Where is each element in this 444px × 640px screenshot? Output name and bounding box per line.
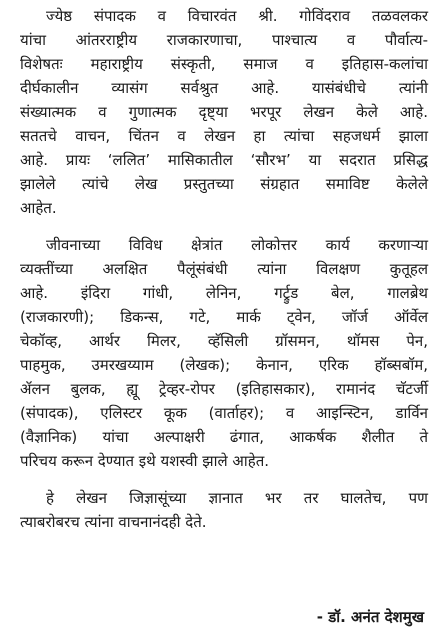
text-line: जीवनाच्या विविध क्षेत्रांत लोकोत्तर कार्य करणाऱ्या bbox=[46, 236, 428, 254]
text-line: आहेत. bbox=[20, 199, 57, 217]
text-line: संख्यात्मक व गुणात्मक दृष्ट्या भरपूर लेखन केले आहे. bbox=[20, 103, 428, 121]
text-line: ज्येष्ठ संपादक व विचारवंत श्री. गोविंदराव तळवलकर bbox=[46, 7, 428, 25]
text-line: दीर्घकालीन व्यासंग सर्वश्रुत आहे. यासंबंधीचे त्यांनी bbox=[20, 79, 428, 97]
text-line: पाहमुक, उमरखय्याम (लेखक); केनान, एरिक हॉब्सबॉम, bbox=[20, 356, 428, 374]
paragraph-intro bbox=[20, 4, 428, 220]
paragraph-closing bbox=[20, 486, 428, 534]
text-line: परिचय करून देण्यात इथे यशस्वी झाले आहेत. bbox=[20, 452, 270, 470]
author-signature: - डॉ. अनंत देशमुख bbox=[316, 608, 424, 626]
text-line: झालेले त्यांचे लेख प्रस्तुतच्या संग्रहात समाविष्ट केलेले bbox=[20, 175, 428, 193]
text-line: विशेषतः महाराष्ट्रीय संस्कृती, समाज व इतिहास-कलांचा bbox=[20, 55, 428, 73]
text-line: आहे. प्रायः ‘ललित’ मासिकातील ‘सौरभ’ या सदरात प्रसिद्ध bbox=[20, 151, 428, 169]
text-line: त्याबरोबरच त्यांना वाचनानंदही देते. bbox=[20, 513, 207, 531]
paragraph-personalities bbox=[20, 233, 428, 473]
text-line: व्यक्तींच्या अलक्षित पैलूंसंबंधी त्यांना विलक्षण कुतूहल bbox=[20, 260, 428, 278]
text-line: (राजकारणी); डिकन्स, गटे, मार्क ट्वेन, जॉर्ज ऑर्वेल bbox=[20, 308, 428, 326]
text-line: आहे. इंदिरा गांधी, लेनिन, गर्ट्रुड बेल, गालब्रेथ bbox=[20, 284, 428, 302]
text-line: ॲलन बुलक, ह्यू ट्रेव्हर-रोपर (इतिहासकार), रामानंद चॅटर्जी bbox=[20, 380, 428, 398]
text-line: (वैज्ञानिक) यांचा अल्पाक्षरी ढंगात, आकर्षक शैलीत ते bbox=[20, 428, 428, 446]
text-line: सततचे वाचन, चिंतन व लेखन हा त्यांचा सहजधर्म झाला bbox=[20, 127, 428, 145]
text-line: यांचा आंतरराष्ट्रीय राजकारणाचा, पाश्चात्य व पौर्वात्य- bbox=[20, 31, 428, 49]
text-line: हे लेखन जिज्ञासूंच्या ज्ञानात भर तर घालतेच, पण bbox=[46, 489, 428, 507]
text-line: (संपादक), एलिस्टर कूक (वार्ताहर); व आइन्स्टिन, डार्विन bbox=[20, 404, 428, 422]
text-line: चेकॉव्ह, आर्थर मिलर, व्हॅसिली ग्रॉसमन, थॉमस पेन, bbox=[20, 332, 428, 350]
